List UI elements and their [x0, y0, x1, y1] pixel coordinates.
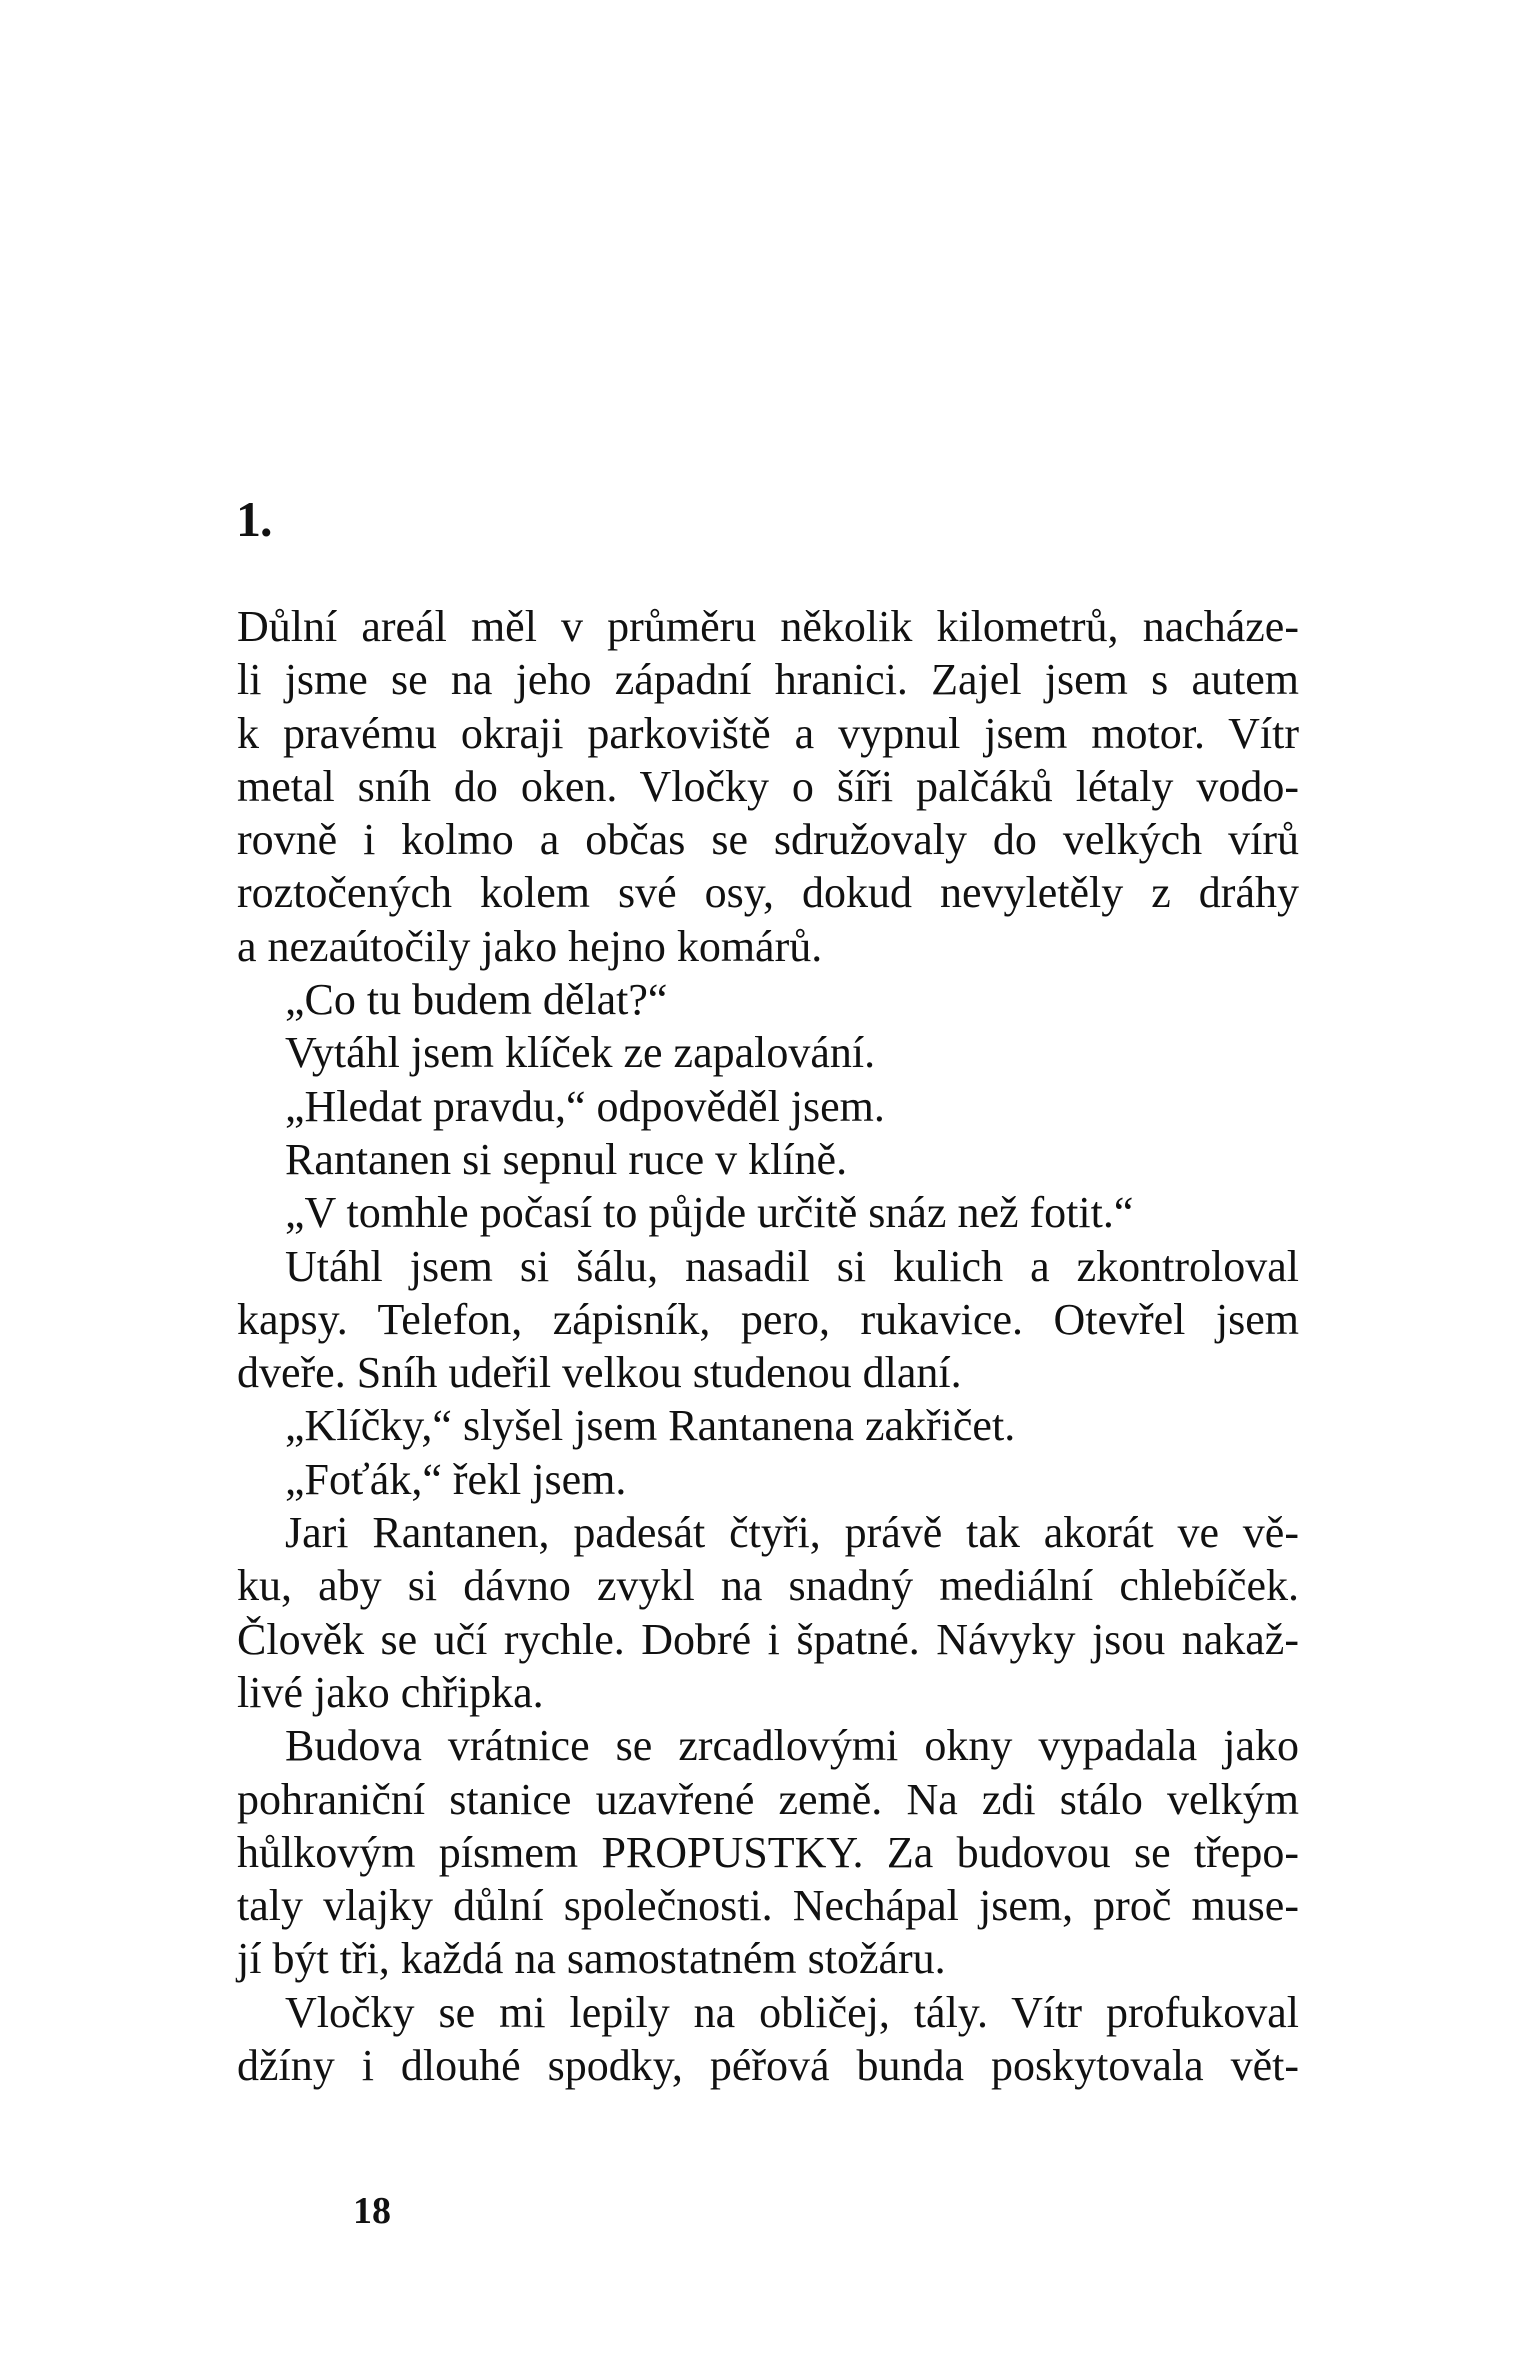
text-line: dveře. Sníh udeřil velkou studenou dlaní.: [237, 1348, 962, 1398]
text-line: „Hledat pravdu,“ odpověděl jsem.: [285, 1081, 885, 1131]
chapter-number: 1.: [236, 491, 272, 547]
text-line: „V tomhle počasí to půjde určitě snáz než fotit.“: [285, 1188, 1134, 1238]
text-line: Důlní areál měl v průměru několik kilometrů, nacháze-: [237, 602, 1299, 651]
text-line: „Foťák,“ řekl jsem.: [285, 1454, 627, 1504]
text-line: k pravému okraji parkoviště a vypnul jsem motor. Vítr: [237, 708, 1299, 758]
body-text: [237, 600, 1299, 2092]
text-line: li jsme se na jeho západní hranici. Zajel jsem s autem: [237, 655, 1299, 705]
text-line: Utáhl jsem si šálu, nasadil si kulich a zkontroloval: [285, 1241, 1299, 1291]
text-line: kapsy. Telefon, zápisník, pero, rukavice. Otevřel jsem: [237, 1294, 1299, 1344]
text-line: taly vlajky důlní společnosti. Nechápal jsem, proč muse-: [237, 1881, 1299, 1931]
text-line: Vytáhl jsem klíček ze zapalování.: [285, 1028, 876, 1078]
text-line: rovně i kolmo a občas se sdružovaly do velkých vírů: [237, 815, 1299, 865]
text-line: Budova vrátnice se zrcadlovými okny vypadala jako: [285, 1721, 1299, 1771]
text-line: džíny i dlouhé spodky, péřová bunda poskytovala vět-: [237, 2041, 1299, 2091]
text-line: ku, aby si dávno zvykl na snadný mediální chlebíček.: [237, 1561, 1299, 1611]
text-line: jí být tři, každá na samostatném stožáru.: [237, 1934, 946, 1984]
text-line: roztočených kolem své osy, dokud nevyletěly z dráhy: [237, 868, 1299, 918]
text-line: pohraniční stanice uzavřené země. Na zdi stálo velkým: [237, 1774, 1299, 1824]
text-line: Rantanen si sepnul ruce v klíně.: [285, 1134, 848, 1184]
text-line: Člověk se učí rychle. Dobré i špatné. Návyky jsou nakaž-: [237, 1614, 1299, 1664]
page-number: 18: [353, 2190, 391, 2232]
text-line: livé jako chřipka.: [237, 1667, 544, 1717]
text-line: Vločky se mi lepily na obličej, tály. Vítr profukoval: [285, 1987, 1299, 2037]
text-line: metal sníh do oken. Vločky o šíři palčáků létaly vodo-: [237, 761, 1299, 811]
text-line: hůlkovým písmem PROPUSTKY. Za budovou se třepo-: [237, 1827, 1299, 1877]
text-line: Jari Rantanen, padesát čtyři, právě tak akorát ve vě-: [285, 1508, 1299, 1558]
text-line: „Co tu budem dělat?“: [285, 975, 668, 1025]
text-line: a nezaútočily jako hejno komárů.: [237, 921, 823, 971]
text-line: „Klíčky,“ slyšel jsem Rantanena zakřičet.: [285, 1401, 1016, 1451]
